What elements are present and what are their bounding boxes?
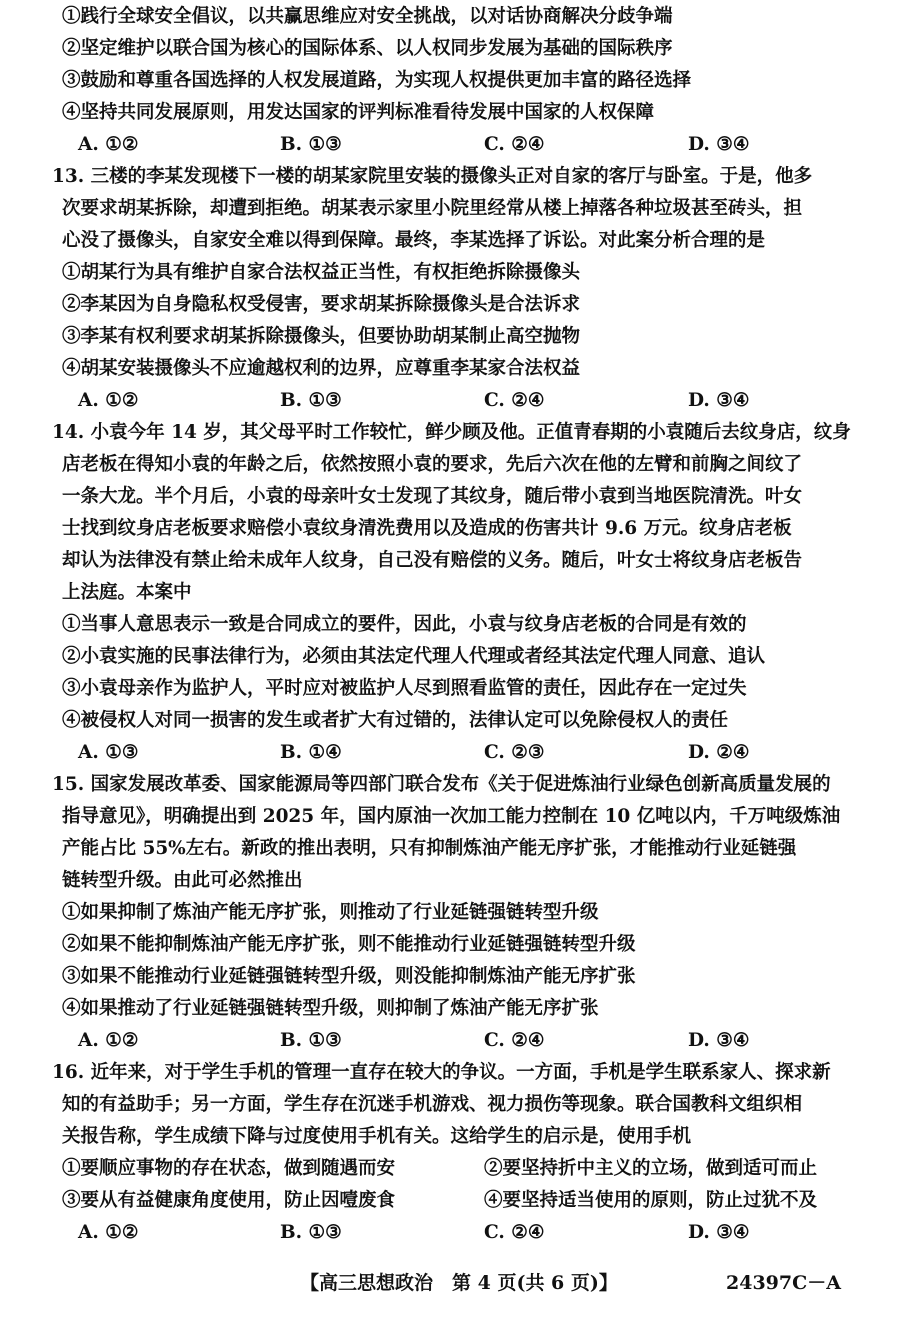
q15-stem-line-3: 产能占比 55%左右。新政的推出表明，只有抑制炼油产能无序扩张，才能推动行业延链强 bbox=[62, 838, 797, 859]
q16-option-4: ④要坚持适当使用的原则，防止过犹不及 bbox=[484, 1190, 818, 1211]
q16-stem-line-1: 16. 近年来，对于学生手机的管理一直存在较大的争议。一方面，手机是学生联系家人、探求新 bbox=[52, 1062, 831, 1083]
q13-choice-c: C. ②④ bbox=[484, 390, 545, 411]
q13-option-1: ①胡某行为具有维护自家合法权益正当性，有权拒绝拆除摄像头 bbox=[62, 262, 581, 283]
q12-option-1: ①践行全球安全倡议，以共赢思维应对安全挑战，以对话协商解决分歧争端 bbox=[62, 6, 673, 27]
q16-choice-d: D. ③④ bbox=[688, 1222, 750, 1243]
q14-option-4: ④被侵权人对同一损害的发生或者扩大有过错的，法律认定可以免除侵权人的责任 bbox=[62, 710, 729, 731]
q14-stem-line-1: 14. 小袁今年 14 岁，其父母平时工作较忙，鲜少顾及他。正值青春期的小袁随后去纹身店，纹身 bbox=[52, 422, 851, 443]
q12-choice-b: B. ①③ bbox=[280, 134, 342, 155]
q16-option-2: ②要坚持折中主义的立场，做到适可而止 bbox=[484, 1158, 818, 1179]
q13-stem-line-3: 心没了摄像头，自家安全难以得到保障。最终，李某选择了诉讼。对此案分析合理的是 bbox=[62, 230, 766, 251]
q14-stem-line-5: 却认为法律没有禁止给未成年人纹身，自己没有赔偿的义务。随后，叶女士将纹身店老板告 bbox=[62, 550, 803, 571]
q12-choice-d: D. ③④ bbox=[688, 134, 750, 155]
q15-choice-a: A. ①② bbox=[78, 1030, 139, 1051]
q14-choice-c: C. ②③ bbox=[484, 742, 545, 763]
q16-stem-line-3: 关报告称，学生成绩下降与过度使用手机有关。这给学生的启示是，使用手机 bbox=[62, 1126, 692, 1147]
q12-choice-a: A. ①② bbox=[78, 134, 139, 155]
page-footer-code: 24397C－A bbox=[726, 1272, 841, 1294]
q13-choice-a: A. ①② bbox=[78, 390, 139, 411]
q16-choice-a: A. ①② bbox=[78, 1222, 139, 1243]
q13-choice-d: D. ③④ bbox=[688, 390, 750, 411]
q14-option-3: ③小袁母亲作为监护人，平时应对被监护人尽到照看监管的责任，因此存在一定过失 bbox=[62, 678, 747, 699]
q15-stem-line-2: 指导意见》，明确提出到 2025 年，国内原油一次加工能力控制在 10 亿吨以内，千万吨级炼油 bbox=[62, 806, 841, 827]
q13-option-3: ③李某有权利要求胡某拆除摄像头，但要协助胡某制止高空抛物 bbox=[62, 326, 581, 347]
q12-choice-c: C. ②④ bbox=[484, 134, 545, 155]
q15-stem-line-4: 链转型升级。由此可必然推出 bbox=[62, 870, 303, 891]
q15-option-3: ③如果不能推动行业延链强链转型升级，则没能抑制炼油产能无序扩张 bbox=[62, 966, 636, 987]
q15-choice-d: D. ③④ bbox=[688, 1030, 750, 1051]
q15-stem-line-1: 15. 国家发展改革委、国家能源局等四部门联合发布《关于促进炼油行业绿色创新高质量发展的 bbox=[52, 774, 831, 795]
q16-choice-c: C. ②④ bbox=[484, 1222, 545, 1243]
q16-option-1: ①要顺应事物的存在状态，做到随遇而安 bbox=[62, 1158, 396, 1179]
q15-option-4: ④如果推动了行业延链强链转型升级，则抑制了炼油产能无序扩张 bbox=[62, 998, 599, 1019]
q12-option-2: ②坚定维护以联合国为核心的国际体系、以人权同步发展为基础的国际秩序 bbox=[62, 38, 673, 59]
q15-option-1: ①如果抑制了炼油产能无序扩张，则推动了行业延链强链转型升级 bbox=[62, 902, 599, 923]
q14-stem-line-2: 店老板在得知小袁的年龄之后，依然按照小袁的要求，先后六次在他的左臂和前胸之间纹了 bbox=[62, 454, 803, 475]
q14-choice-b: B. ①④ bbox=[280, 742, 342, 763]
q14-choice-a: A. ①③ bbox=[78, 742, 139, 763]
q16-option-3: ③要从有益健康角度使用，防止因噎废食 bbox=[62, 1190, 396, 1211]
q13-option-2: ②李某因为自身隐私权受侵害，要求胡某拆除摄像头是合法诉求 bbox=[62, 294, 581, 315]
q14-stem-line-6: 上法庭。本案中 bbox=[62, 582, 192, 603]
q16-choice-b: B. ①③ bbox=[280, 1222, 342, 1243]
q15-choice-b: B. ①③ bbox=[280, 1030, 342, 1051]
q13-option-4: ④胡某安装摄像头不应逾越权利的边界，应尊重李某家合法权益 bbox=[62, 358, 581, 379]
q15-option-2: ②如果不能抑制炼油产能无序扩张，则不能推动行业延链强链转型升级 bbox=[62, 934, 636, 955]
q13-choice-b: B. ①③ bbox=[280, 390, 342, 411]
q13-stem-line-1: 13. 三楼的李某发现楼下一楼的胡某家院里安装的摄像头正对自家的客厅与卧室。于是，他多 bbox=[52, 166, 813, 187]
page-footer-title: 【高三思想政治 第 4 页(共 6 页)】 bbox=[300, 1272, 618, 1294]
q13-stem-line-2: 次要求胡某拆除，却遭到拒绝。胡某表示家里小院里经常从楼上掉落各种垃圾甚至砖头，担 bbox=[62, 198, 803, 219]
q14-option-2: ②小袁实施的民事法律行为，必须由其法定代理人代理或者经其法定代理人同意、追认 bbox=[62, 646, 766, 667]
q14-choice-d: D. ②④ bbox=[688, 742, 750, 763]
q16-stem-line-2: 知的有益助手；另一方面，学生存在沉迷手机游戏、视力损伤等现象。联合国教科文组织相 bbox=[62, 1094, 803, 1115]
q12-option-4: ④坚持共同发展原则，用发达国家的评判标准看待发展中国家的人权保障 bbox=[62, 102, 655, 123]
q14-stem-line-3: 一条大龙。半个月后，小袁的母亲叶女士发现了其纹身，随后带小袁到当地医院清洗。叶女 bbox=[62, 486, 803, 507]
q15-choice-c: C. ②④ bbox=[484, 1030, 545, 1051]
q12-option-3: ③鼓励和尊重各国选择的人权发展道路，为实现人权提供更加丰富的路径选择 bbox=[62, 70, 692, 91]
q14-option-1: ①当事人意思表示一致是合同成立的要件，因此，小袁与纹身店老板的合同是有效的 bbox=[62, 614, 747, 635]
q14-stem-line-4: 士找到纹身店老板要求赔偿小袁纹身清洗费用以及造成的伤害共计 9.6 万元。纹身店老板 bbox=[62, 518, 792, 539]
